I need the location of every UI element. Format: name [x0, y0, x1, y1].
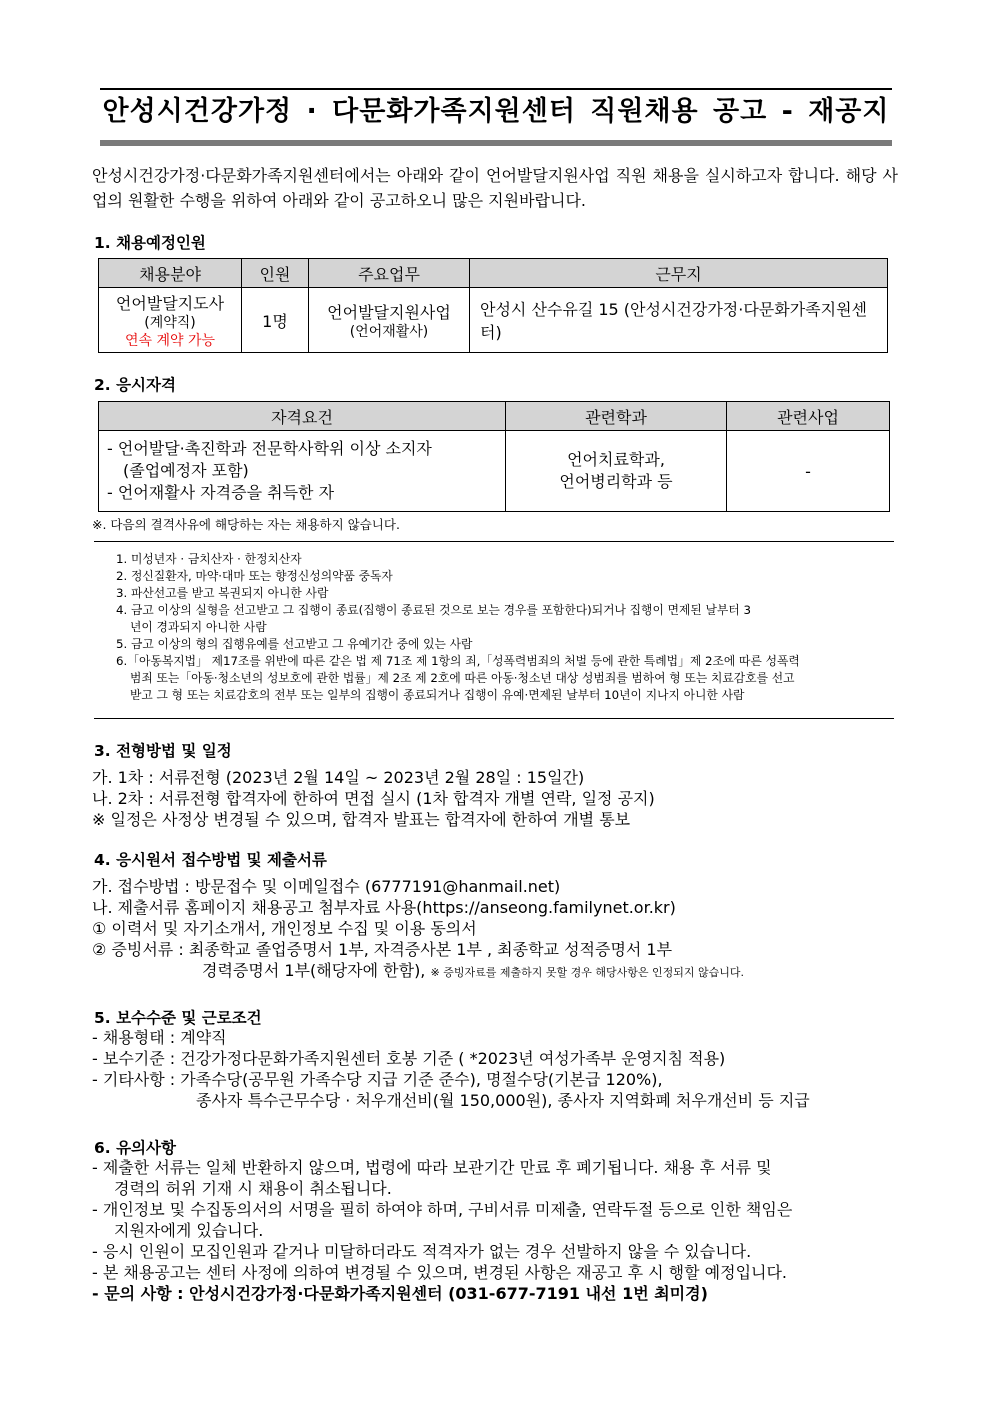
- list-item-text: 6.「아동복지법」 제17조를 위반에 따른 같은 법 제 71조 제 1항의 죄,「성폭력범죄의 처벌 등에 관한 특례법」제 2조에 따른 성폭력: [116, 654, 800, 668]
- section3-body: [92, 767, 655, 830]
- section4-heading: 4. 응시원서 접수방법 및 제출서류: [94, 851, 327, 869]
- apply-line-5: [92, 960, 744, 983]
- apply-line-1: 가. 접수방법 : 방문접수 및 이메일접수 (6777191@hanmail.net): [92, 877, 561, 896]
- section5-heading: 5. 보수수준 및 근로조건: [94, 1009, 262, 1027]
- table-row: [99, 431, 890, 512]
- req-line-1b: (졸업예정자 포함): [123, 461, 249, 480]
- field-name: 언어발달지도사: [115, 293, 225, 313]
- table-row: [99, 288, 888, 353]
- list-item: [116, 653, 894, 704]
- qualification-table: [98, 401, 890, 512]
- recruit-table: [98, 258, 888, 353]
- section5-body: [92, 1027, 810, 1111]
- schedule-line-3: ※ 일정은 사정상 변경될 수 있으며, 합격자 발표는 합격자에 한하여 개별 통보: [92, 810, 631, 829]
- cell-biz: -: [727, 431, 890, 512]
- schedule-line-2: 나. 2차 : 서류전형 합격자에 한하여 면접 실시 (1차 합격자 개별 연락, 일정 공지): [92, 789, 655, 808]
- req-line-2: - 언어재활사 자격증을 취득한 자: [107, 483, 335, 502]
- apply-line-5-text: 경력증명서 1부(해당자에 한함),: [202, 961, 426, 980]
- disqualify-list: [94, 542, 894, 704]
- list-item-cont: 받고 그 형 또는 치료감호의 전부 또는 일부의 집행이 종료되거나 집행이 유예·면제된 날부터 10년이 지나지 아니한 사람: [130, 688, 745, 702]
- cell-location: 안성시 산수유길 15 (안성시건강가정·다문화가족지원센터): [470, 288, 888, 353]
- list-item-cont: 범죄 또는「아동·청소년의 성보호에 관한 법률」제 2조 제 2호에 따른 아동·청소년 대상 성범죄를 범하여 형 또는 치료감호를 선고: [130, 671, 795, 685]
- caution-line-2: - 개인정보 및 수집동의서의 서명을 필히 하여야 하며, 구비서류 미제출, 연락두절 등으로 인한 책임은: [92, 1200, 793, 1219]
- caution-line-2b: 지원자에게 있습니다.: [114, 1221, 264, 1240]
- col-header-duty: 주요업무: [309, 259, 470, 288]
- req-line-1: - 언어발달·촉진학과 전문학사학위 이상 소지자: [107, 439, 432, 458]
- dept-line-1: 언어치료학과,: [567, 450, 665, 469]
- apply-line-5-note: ※ 증빙자료를 제출하지 못할 경우 해당사항은 인정되지 않습니다.: [430, 966, 744, 979]
- field-note: 연속 계약 가능: [124, 332, 216, 349]
- apply-line-3: ① 이력서 및 자기소개서, 개인정보 수집 및 이용 동의서: [92, 919, 477, 938]
- list-item-text: 4. 금고 이상의 실형을 선고받고 그 집행이 종료(집행이 종료된 것으로 보는 경우를 포함한다)되거나 집행이 면제된 날부터 3: [116, 603, 751, 617]
- contact-line: - 문의 사항 : 안성시건강가정·다문화가족지원센터 (031-677-7191 내선 1번 최미경): [92, 1284, 708, 1303]
- section1-heading: 1. 채용예정인원: [94, 234, 206, 252]
- intro-paragraph: 안성시건강가정·다문화가족지원센터에서는 아래와 같이 언어발달지원사업 직원 채용을 실시하고자 합니다. 해당 사업의 원활한 수행을 위하여 아래와 같이 공고하오니 많은 지원바랍니다.: [92, 166, 898, 210]
- apply-line-2: 나. 제출서류 홈페이지 채용공고 첨부자료 사용(https://anseong.familynet.or.kr): [92, 898, 676, 917]
- page-title: 안성시건강가정 · 다문화가족지원센터 직원채용 공고 - 재공지: [102, 96, 890, 127]
- cell-duty: [309, 288, 470, 353]
- condition-line-2: - 보수기준 : 건강가정다문화가족지원센터 호봉 기준 ( *2023년 여성가족부 운영지침 적용): [92, 1049, 726, 1068]
- caution-line-4: - 본 채용공고는 센터 사정에 의하여 변경될 수 있으며, 변경된 사항은 재공고 후 시 행할 예정입니다.: [92, 1263, 788, 1282]
- section6-heading: 6. 유의사항: [94, 1139, 176, 1157]
- condition-line-1: - 채용형태 : 계약직: [92, 1028, 227, 1047]
- caution-line-1: - 제출한 서류는 일체 반환하지 않으며, 법령에 따라 보관기간 만료 후 폐기됩니다. 채용 후 서류 및: [92, 1158, 772, 1177]
- col-header-field: 채용분야: [99, 259, 242, 288]
- section3-heading: 3. 전형방법 및 일정: [94, 742, 232, 760]
- col-header-biz: 관련사업: [727, 402, 890, 431]
- cell-field: [99, 288, 242, 353]
- title-box: [100, 88, 892, 146]
- list-item: 3. 파산선고를 받고 복권되지 아니한 사람: [116, 586, 329, 600]
- duty-name: 언어발달지원사업: [327, 302, 451, 322]
- list-item-cont: 년이 경과되지 아니한 사람: [130, 620, 267, 634]
- caution-line-3: - 응시 인원이 모집인원과 같거나 미달하더라도 적격자가 없는 경우 선발하지 않을 수 있습니다.: [92, 1242, 752, 1261]
- field-sub: (계약직): [144, 314, 196, 331]
- list-item: 2. 정신질환자, 마약·대마 또는 향정신성의약품 중독자: [116, 569, 393, 583]
- cell-requirement: [99, 431, 506, 512]
- condition-line-4: 종사자 특수근무수당 · 처우개선비(월 150,000원), 종사자 지역화폐 처우개선비 등 지급: [196, 1091, 810, 1110]
- dept-line-2: 언어병리학과 등: [559, 472, 673, 491]
- col-header-requirement: 자격요건: [99, 402, 506, 431]
- col-header-dept: 관련학과: [506, 402, 727, 431]
- cell-dept: [506, 431, 727, 512]
- section6-body: [92, 1157, 792, 1304]
- disqualify-box: [94, 541, 894, 719]
- schedule-line-1: 가. 1차 : 서류전형 (2023년 2월 14일 ~ 2023년 2월 28일 : 15일간): [92, 768, 585, 787]
- caution-line-1b: 경력의 허위 기재 시 채용이 취소됩니다.: [114, 1179, 392, 1198]
- section4-body: [92, 876, 744, 983]
- list-item: 5. 금고 이상의 형의 집행유예를 선고받고 그 유예기간 중에 있는 사람: [116, 637, 473, 651]
- apply-line-4: ② 증빙서류 : 최종학교 졸업증명서 1부, 자격증사본 1부 , 최종학교 성적증명서 1부: [92, 940, 673, 959]
- condition-line-3: - 기타사항 : 가족수당(공무원 가족수당 지급 기준 준수), 명절수당(기본급 120%),: [92, 1070, 663, 1089]
- duty-sub: (언어재활사): [349, 323, 429, 340]
- list-item: [116, 602, 894, 636]
- col-header-location: 근무지: [470, 259, 888, 288]
- cell-count: 1명: [242, 288, 309, 353]
- list-item: 1. 미성년자 · 금치산자 · 한정치산자: [116, 552, 302, 566]
- col-header-count: 인원: [242, 259, 309, 288]
- disqualify-note: ※. 다음의 결격사유에 해당하는 자는 채용하지 않습니다.: [92, 517, 400, 532]
- section2-heading: 2. 응시자격: [94, 376, 176, 394]
